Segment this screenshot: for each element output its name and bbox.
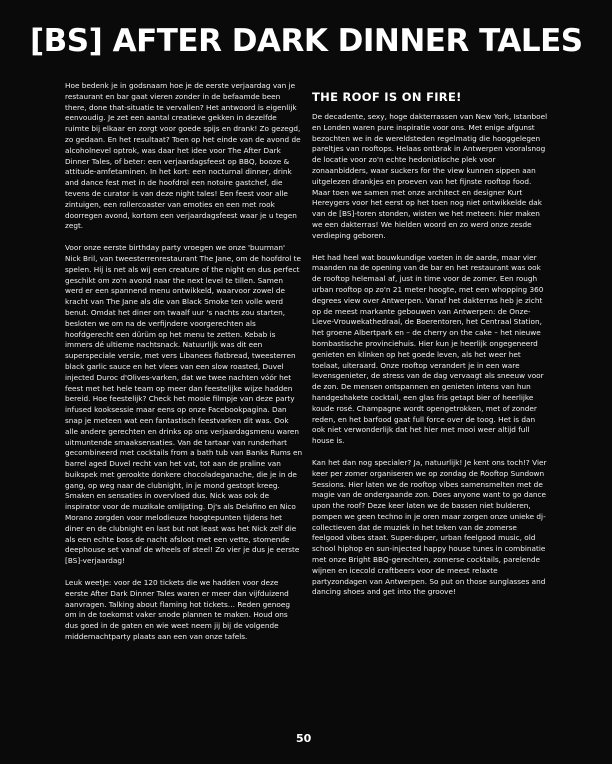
page-number: 50 bbox=[296, 732, 312, 745]
paragraph: Het had heel wat bouwkundige voeten in de aarde, maar vier maanden na de opening van de bar en het restaurant was ook de rooftop helemaal af, just in time voor de zomer. Een rough urban rooftop op zo'n 21 meter hoogte, met een whopping 360 degrees view over Antwerpen. Vanaf het dakterras heb je zicht op de meest markante gebouwen van Antwerpen: de Onze-Lieve-Vrouwekathedraal, de Boerentoren, het Centraal Station, het groene Albertpark en – de cherry on the cake – het nieuwe bombastische provinciehuis. Hier kun je heerlijk ongegeneerd genieten en klinken op het goede leven, als het weer het toelaat, uiteraard. Onze rooftop verandert je in een ware levensgenieter, de stress van de dag vervaagt als sneeuw voor de zon. De mensen ontspannen en genieten intens van hun handgeshakete cocktail, een glas fris getapt bier of heerlijke koude rosé. Champagne wordt opengetrokken, met of zonder reden, en het barfood gaat full force over de toog. Het is dan ook niet verwonderlijk dat het hier met mooi weer altijd full house is. bbox=[312, 252, 544, 446]
paragraph: Leuk weetje: voor de 120 tickets die we hadden voor deze eerste After Dark Dinner Tales waren er meer dan vijfduizend aanvragen. Talking about flaming hot tickets… Reden genoeg om in de toekomst vaker snode plannen te maken. Houd ons dus goed in de gaten en wie weet neem jij bij de volgende middernachtparty plaats aan een van onze tafels. bbox=[65, 578, 291, 642]
left-column bbox=[65, 81, 303, 654]
paragraph: Kan het dan nog specialer? Ja, natuurlijk! Je kent ons toch!? Vier keer per zomer organiseren we op zondag de Rooftop Sundown Sessions. Hier laten we de rooftop vibes samensmelten met de magie van de ondergaande zon. Does anyone want to go dance upon the roof? Deze keer laten we de bassen niet bulderen, pompen we geen techno in je oren maar zorgen onze unieke dj-collectieven dat de muziek in het teken van de zomerse feelgood vibes staat. Super-duper, urban feelgood music, old school hiphop en sun-injected happy house tunes in combinatie met onze Bright BBQ-gerechten, zomerse cocktails, parelende wijnen en icecold craftbeers voor de meest relaxte partyzondagen van Antwerpen. So put on those sunglasses and dancing shoes and get into the groove! bbox=[312, 457, 547, 597]
section-heading: THE ROOF IS ON FIRE! bbox=[312, 90, 462, 104]
right-column bbox=[312, 81, 550, 609]
paragraph: Voor onze eerste birthday party vroegen we onze 'buurman' Nick Bril, van tweesterrenrestaurant The Jane, om de hoofdrol te spelen. Hij is net als wij een creature of the night en dus perfect geschikt om zo'n avond naar the next level te tillen. Samen werd er een spannend menu ontwikkeld, waarvoor zowel de kracht van The Jane als die van Black Smoke ten volle werd benut. Omdat het diner om twaalf uur 's nachts zou starten, besloten we om na de verfijndere voorgerechten als hoofdgerecht een dürüm op het menu te zetten. Kebab is immers dé ultieme nachtsnack. Natuurlijk was dit een superspeciale versie, met vers Libanees flatbread, tweesterren black garlic sauce en het vlees van een slow roasted, Duvel injected Duroc d'Olives-varken, dat we twee nachten vóór het feest met het hele team op meer dan feestelijke wijze hadden bereid. Hoe feestelijk? Check het mooie filmpje van deze party infused kooksessie maar eens op onze Facebookpagina. Dan snap je meteen wat een fantastisch feestvarken dit was. Ook alle andere gerechten en drinks op ons verjaardagsmenu waren uitmuntende smaaksensaties. Van de tartaar van runderhart gecombineerd met cocktails from a bath tub van Banks Rums en barrel aged Duvel recht van het vat, tot aan de praline van buikspek met gerookte donkere chocoladeganache, die je in de gang, op weg naar de clubnight, in je mond gestopt kreeg. Smaken en sensaties in overvloed dus. Nick was ook de inspirator voor de muzikale omlijsting. Dj's als Delafino en Nico Morano zorgden voor melodieuze hoogtepunten tijdens het diner en de clubnight en last but not least was het Nick zelf die als een echte boss de nacht afsloot met een vette, stomende deephouse set vanaf de wheels of steel! Zo vier je dus je eerste [BS]-verjaardag! bbox=[65, 243, 303, 566]
paragraph: Hoe bedenk je in godsnaam hoe je de eerste verjaardag van je restaurant en bar gaat vieren zonder in de befaamde been there, done that-situatie te vervallen? Het antwoord is eigenlijk eenvoudig. Je zet een aantal creatieve gekken in dezelfde ruimte bij elkaar en zorgt voor goede spijs en drank! Zo gezegd, zo gedaan. En het resultaat? Toen op het einde van de avond de alcoholnevel optrok, was daar het idee voor The After Dark Dinner Tales, of beter: een verjaardagsfeest op BBQ, booze & attitude-amfetaminen. In het kort: een nocturnal dinner, drink and dance fest met in de hoofdrol een notoire gastchef, die tevens de curator is van deze night tales! Een feest voor alle zintuigen, een rollercoaster van emoties en een met rook doorregen avond, kortom een verjaardagsfeest waar je u tegen zegt. bbox=[65, 81, 301, 231]
page-title: [BS] AFTER DARK DINNER TALES bbox=[30, 23, 583, 59]
paragraph: De decadente, sexy, hoge dakterrassen van New York, Istanboel en Londen waren pure inspiratie voor ons. Met enige afgunst bezochten we in de wereldsteden regelmatig die hooggelegen pareltjes van rooftops. Helaas ontbrak in Antwerpen vooralsnog de locatie voor zo'n echte hedonistische plek voor zonaanbidders, waar suckers for the view kunnen sippen aan uitgelezen drankjes en proeven van het fijnste rooftop food. Maar toen we samen met onze architect en designer Kurt Hereygers voor het eerst op het toen nog niet ontwikkelde dak van de [BS]-toren stonden, wisten we het meteen: hier maken we een dakterras! We hielden woord en zo werd onze zesde verdieping geboren. bbox=[312, 112, 548, 240]
